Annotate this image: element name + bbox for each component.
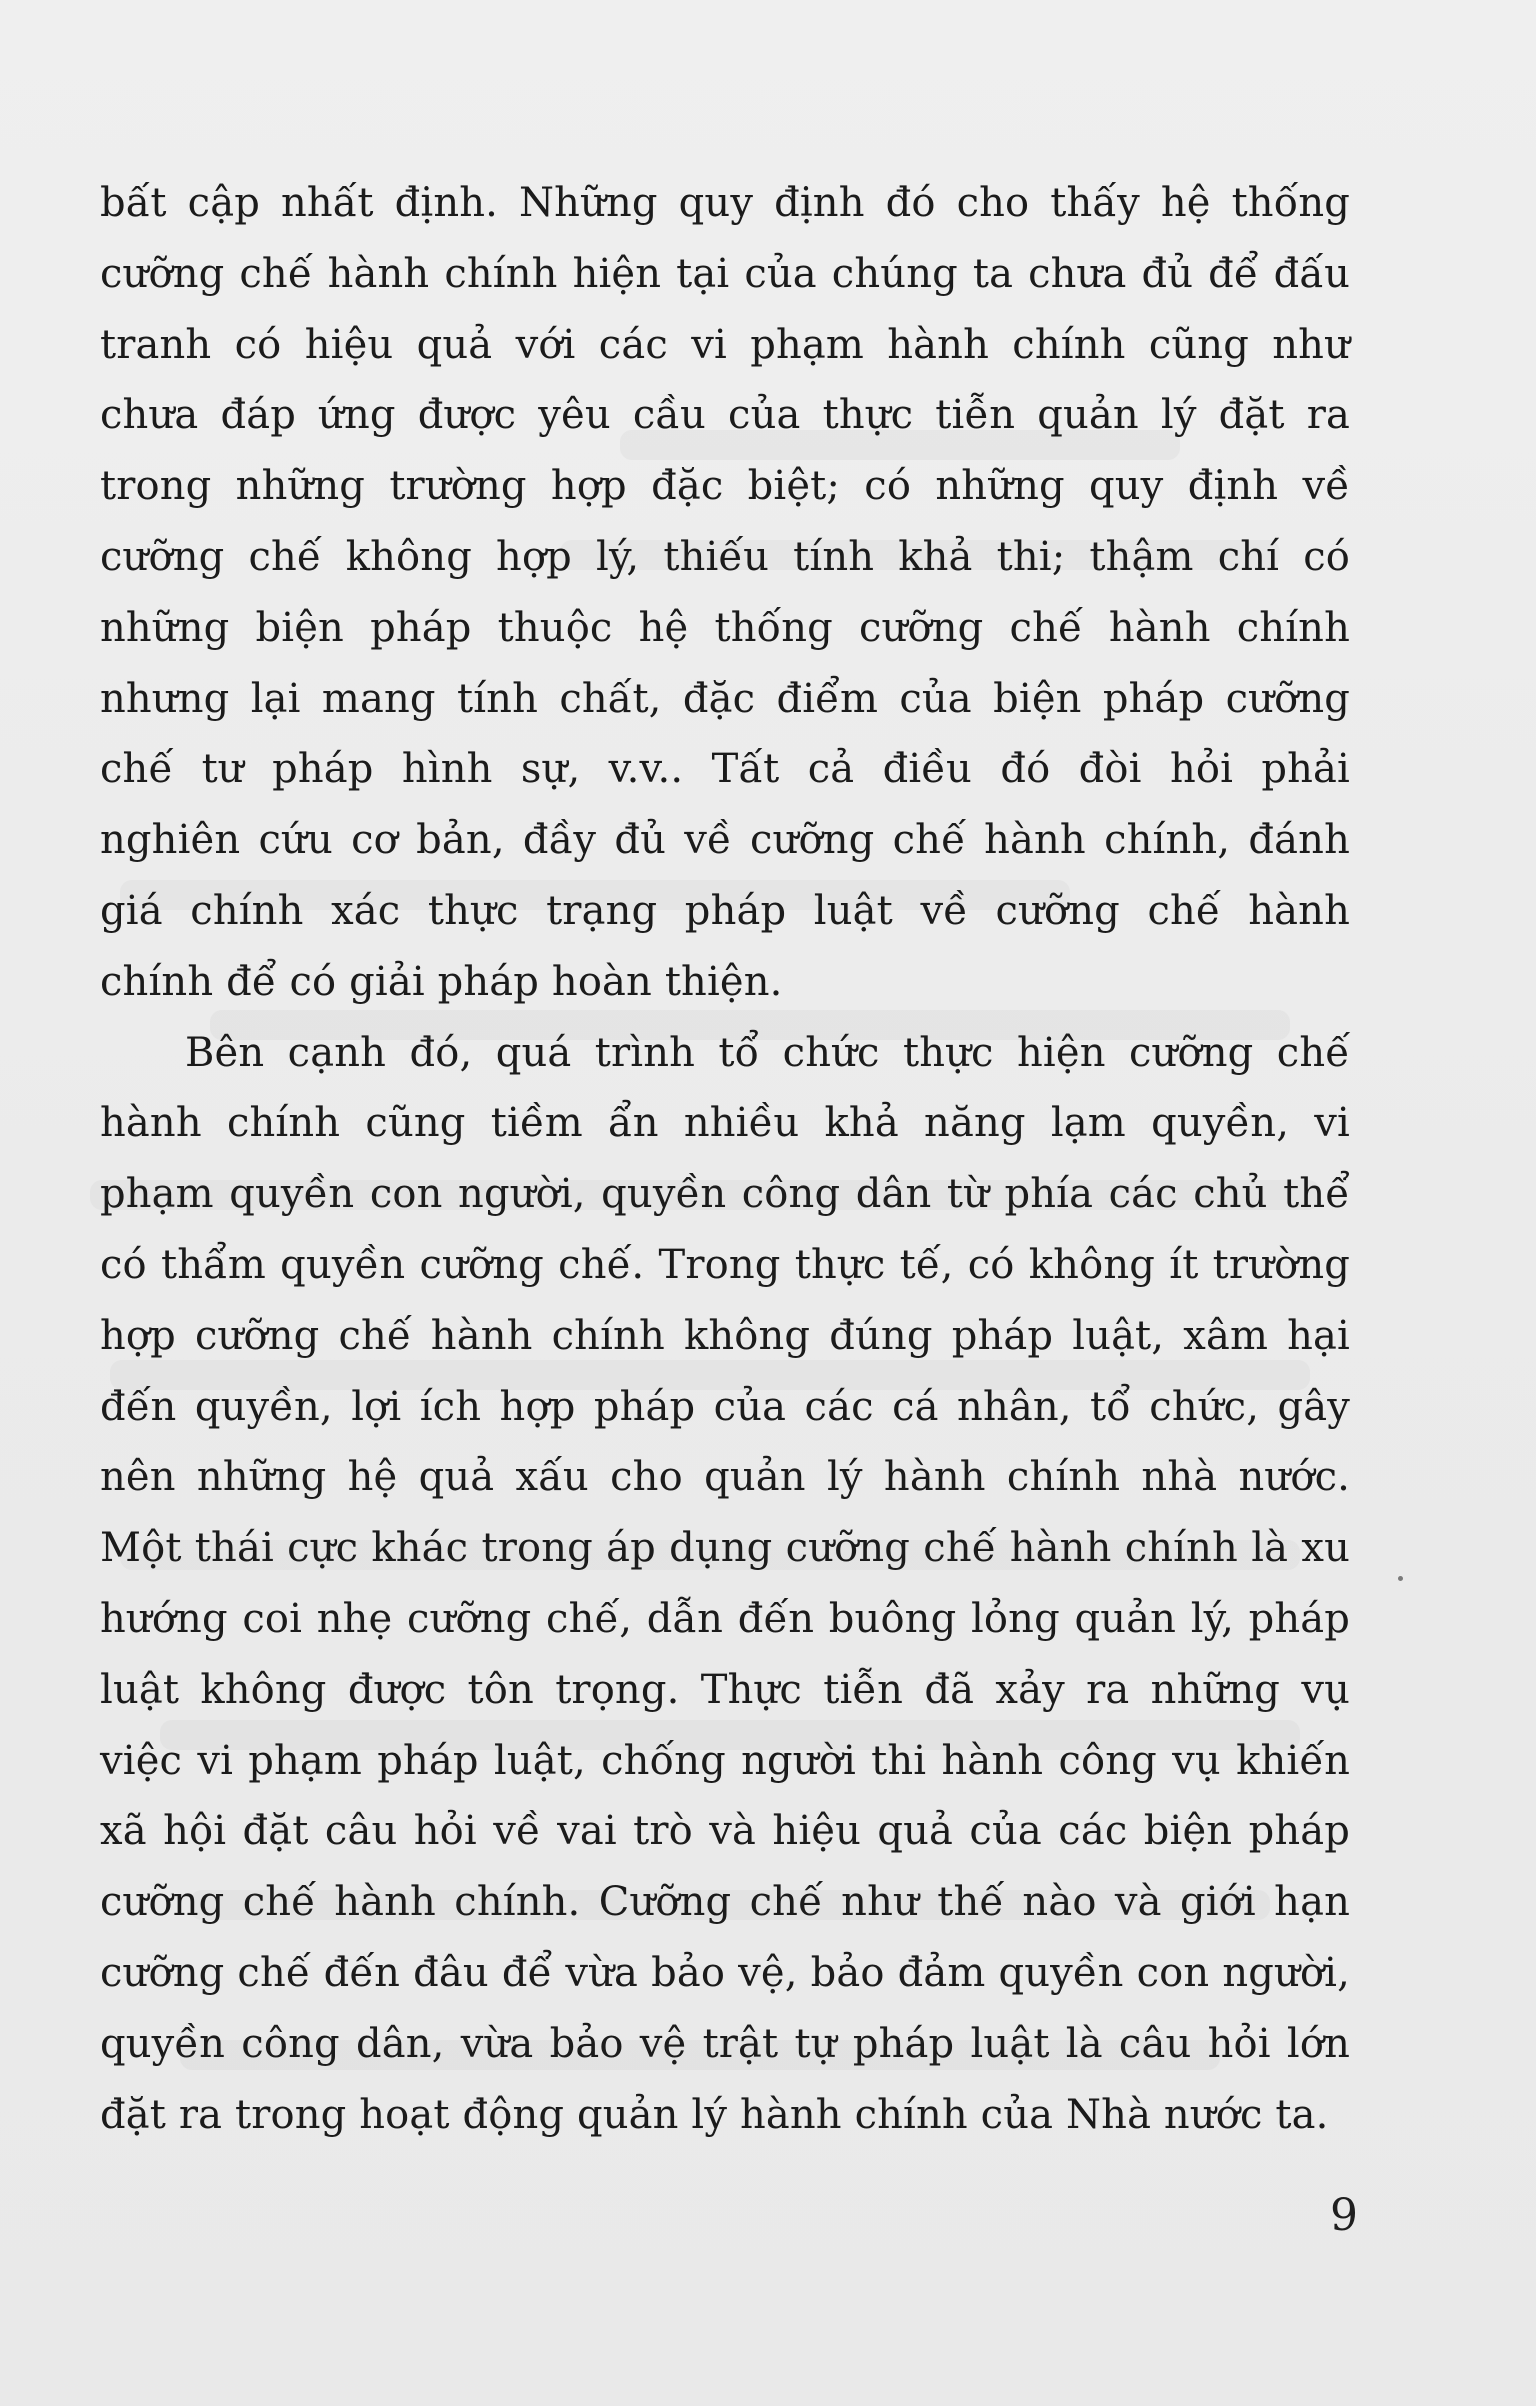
- text-line: xã hội đặt câu hỏi về vai trò và hiệu quả của các biện pháp: [100, 1808, 1350, 1855]
- text-line: nhưng lại mang tính chất, đặc điểm của biện pháp cưỡng: [100, 675, 1350, 722]
- text-line: hướng coi nhẹ cưỡng chế, dẫn đến buông lỏng quản lý, pháp: [100, 1595, 1350, 1642]
- body-text: [100, 168, 1350, 2150]
- text-line: trong những trường hợp đặc biệt; có những quy định về: [100, 463, 1350, 510]
- text-line: có thẩm quyền cưỡng chế. Trong thực tế, có không ít trường: [100, 1241, 1350, 1288]
- text-line: Bên cạnh đó, quá trình tổ chức thực hiện cưỡng chế: [185, 1029, 1350, 1076]
- text-line: giá chính xác thực trạng pháp luật về cưỡng chế hành: [100, 887, 1350, 934]
- text-line: việc vi phạm pháp luật, chống người thi hành công vụ khiến: [100, 1737, 1350, 1784]
- text-line: bất cập nhất định. Những quy định đó cho thấy hệ thống: [100, 180, 1350, 226]
- text-line: Một thái cực khác trong áp dụng cưỡng chế hành chính là xu: [100, 1525, 1350, 1572]
- page-number: 9: [1330, 2190, 1358, 2241]
- text-line: cưỡng chế hành chính. Cưỡng chế như thế nào và giới hạn: [100, 1879, 1350, 1926]
- text-line: đến quyền, lợi ích hợp pháp của các cá nhân, tổ chức, gây: [100, 1383, 1350, 1430]
- text-line: hành chính cũng tiềm ẩn nhiều khả năng lạm quyền, vi: [100, 1100, 1350, 1147]
- text-line: phạm quyền con người, quyền công dân từ phía các chủ thể: [100, 1171, 1350, 1218]
- text-line: đặt ra trong hoạt động quản lý hành chính của Nhà nước ta.: [100, 2091, 1329, 2138]
- text-line: cưỡng chế không hợp lý, thiếu tính khả thi; thậm chí có: [100, 533, 1350, 580]
- text-line: hợp cưỡng chế hành chính không đúng pháp luật, xâm hại: [100, 1312, 1350, 1359]
- text-line: những biện pháp thuộc hệ thống cưỡng chế hành chính: [100, 604, 1350, 651]
- text-line: tranh có hiệu quả với các vi phạm hành chính cũng như: [100, 321, 1350, 368]
- text-line: nên những hệ quả xấu cho quản lý hành chính nhà nước.: [100, 1454, 1350, 1501]
- text-line: quyền công dân, vừa bảo vệ trật tự pháp luật là câu hỏi lớn: [100, 2020, 1350, 2067]
- text-line: chưa đáp ứng được yêu cầu của thực tiễn quản lý đặt ra: [100, 392, 1350, 439]
- text-line: luật không được tôn trọng. Thực tiễn đã xảy ra những vụ: [100, 1666, 1350, 1713]
- text-line: cưỡng chế hành chính hiện tại của chúng ta chưa đủ để đấu: [100, 250, 1350, 297]
- text-line: nghiên cứu cơ bản, đầy đủ về cưỡng chế hành chính, đánh: [100, 817, 1350, 864]
- text-line: cưỡng chế đến đâu để vừa bảo vệ, bảo đảm quyền con người,: [100, 1949, 1350, 1996]
- paper-speck: [1398, 1576, 1403, 1581]
- text-line: chính để có giải pháp hoàn thiện.: [100, 958, 783, 1005]
- text-line: chế tư pháp hình sự, v.v.. Tất cả điều đó đòi hỏi phải: [100, 746, 1350, 793]
